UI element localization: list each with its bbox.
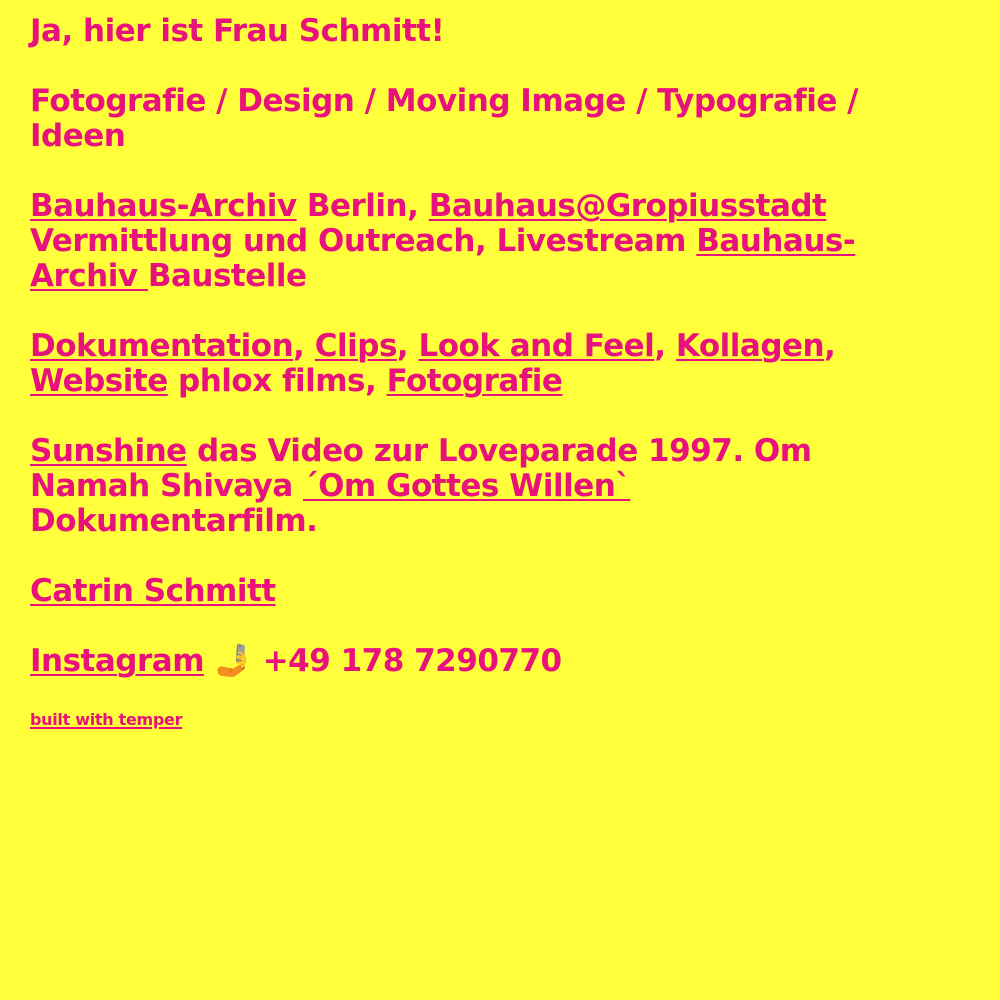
dokumentation-link[interactable]: Dokumentation xyxy=(30,328,294,364)
catrin-schmitt-link[interactable]: Catrin Schmitt xyxy=(30,573,276,609)
films-section xyxy=(30,434,910,539)
disciplines-text: Fotografie / Design / Moving Image / Typografie / Ideen xyxy=(30,83,858,154)
disciplines xyxy=(30,84,910,154)
bauhaus-archiv-link[interactable]: Bauhaus-Archiv xyxy=(30,188,297,224)
om-gottes-willen-link[interactable]: ´Om Gottes Willen` xyxy=(303,468,631,504)
built-with-temper-link[interactable]: built with temper xyxy=(30,710,183,729)
contact-section xyxy=(30,644,910,679)
kollagen-link[interactable]: Kollagen xyxy=(675,328,825,364)
greeting-text: Ja, hier ist Frau Schmitt! xyxy=(30,13,445,49)
bauhaus-gropiusstadt-link[interactable]: Bauhaus@Gropiusstadt xyxy=(428,188,827,224)
website-link[interactable]: Website xyxy=(30,363,168,399)
phlox-section xyxy=(30,329,910,399)
phone-number: +49 178 7290770 xyxy=(262,643,562,679)
selfie-phone-icon: 🤳 xyxy=(214,643,253,679)
fotografie-link[interactable]: Fotografie xyxy=(386,363,563,399)
clips-link[interactable]: Clips xyxy=(314,328,397,364)
bauhaus-section xyxy=(30,189,910,294)
phlox-sep-3: , xyxy=(654,328,676,364)
page-content xyxy=(30,14,910,714)
films-text-1: das Video zur Loveparade 1997. Om Namah Shivaya xyxy=(30,433,812,504)
footer-credit xyxy=(30,710,182,730)
bauhaus-text-3: Baustelle xyxy=(147,258,307,294)
phlox-text: phlox films, xyxy=(167,363,387,399)
bauhaus-archiv-baustelle-link[interactable]: Bauhaus-Archiv xyxy=(30,223,856,294)
name-section xyxy=(30,574,910,609)
phlox-sep-1: , xyxy=(293,328,315,364)
bauhaus-text-2: Vermittlung und Outreach, Livestream xyxy=(30,223,697,259)
sunshine-link[interactable]: Sunshine xyxy=(30,433,187,469)
greeting xyxy=(30,14,910,49)
films-text-2: Dokumentarfilm. xyxy=(30,503,318,539)
bauhaus-text-1: Berlin, xyxy=(296,188,429,224)
instagram-link[interactable]: Instagram xyxy=(30,643,204,679)
phlox-sep-2: , xyxy=(396,328,419,364)
phlox-sep-4: , xyxy=(824,328,836,364)
look-and-feel-link[interactable]: Look and Feel xyxy=(418,328,655,364)
